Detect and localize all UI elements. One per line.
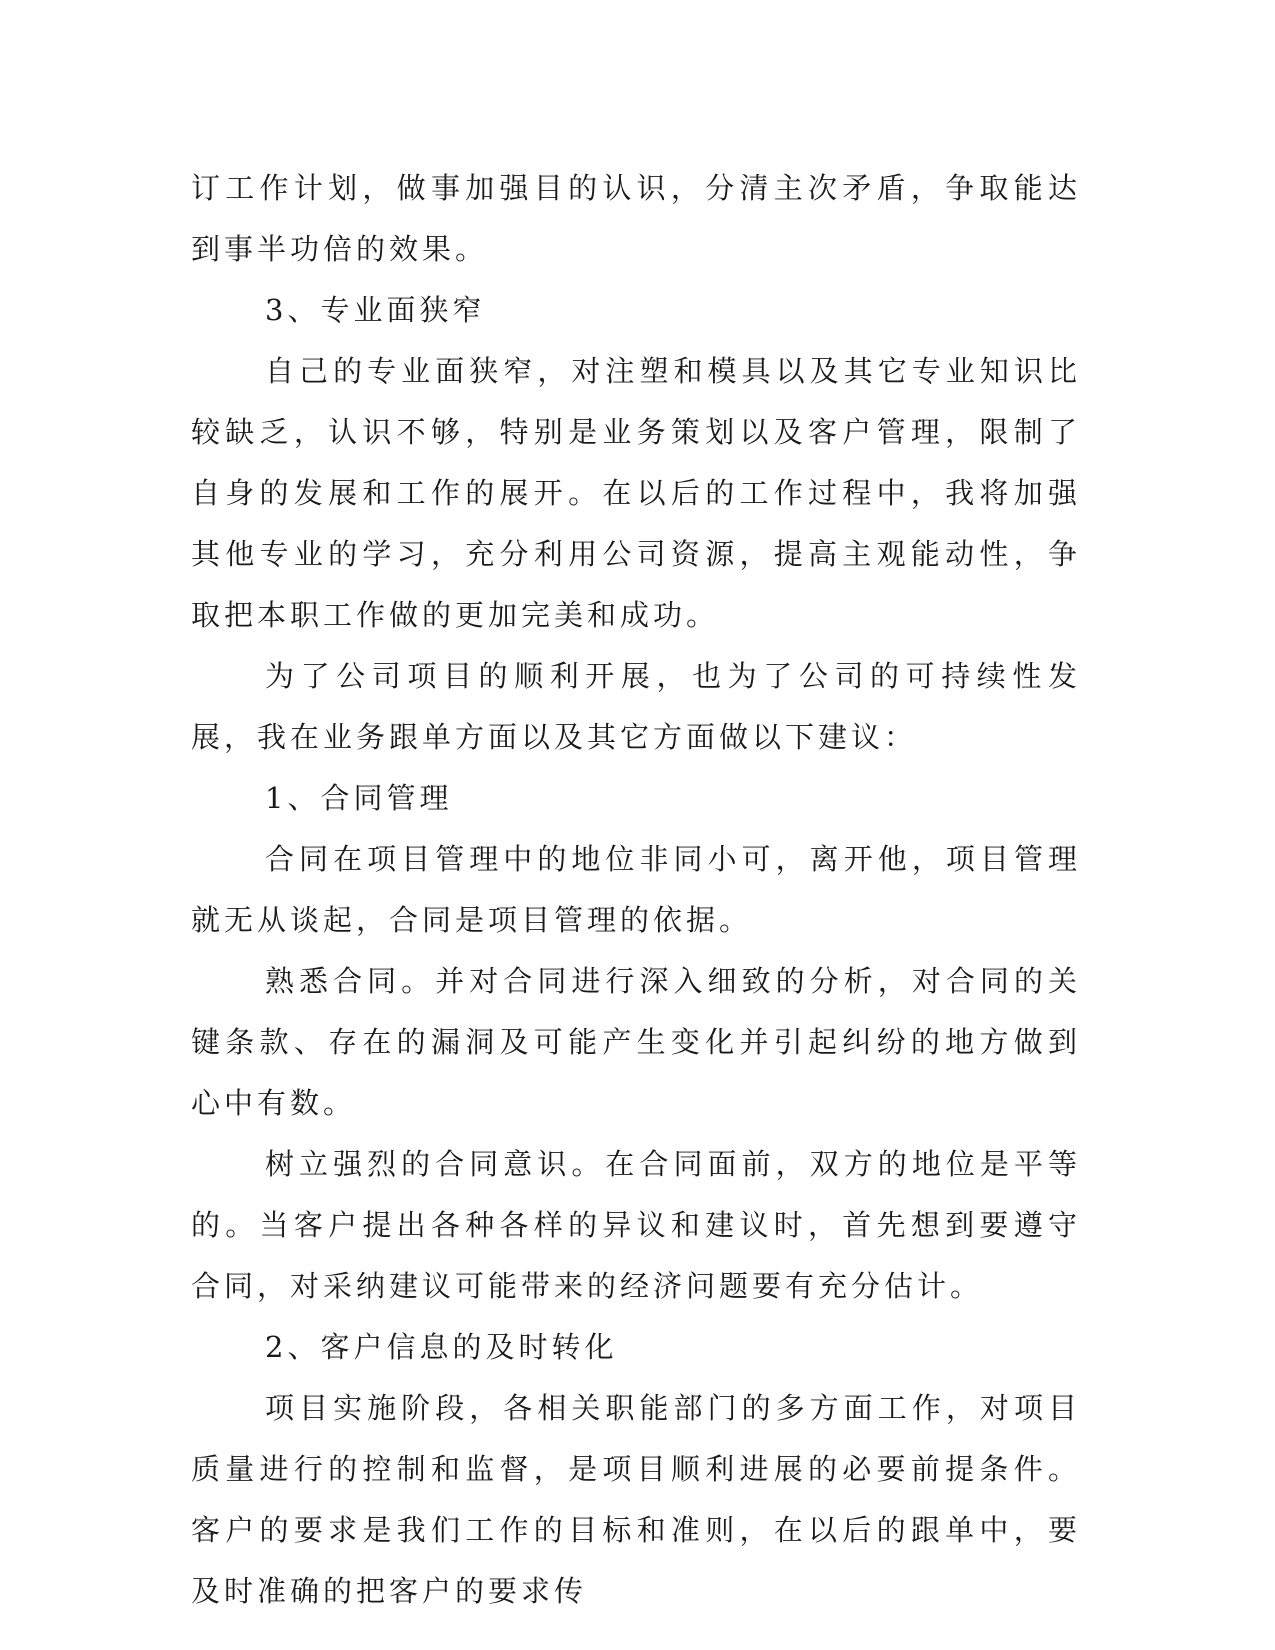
paragraph-know-contract: 熟悉合同。并对合同进行深入细致的分析，对合同的关键条款、存在的漏洞及可能产生变化并引起纠纷的地方做到心中有数。 [191,964,1081,1120]
paragraph-customer-info: 项目实施阶段，各相关职能部门的多方面工作，对项目质量进行的控制和监督，是项目顺利进展的必要前提条件。客户的要求是我们工作的目标和准则，在以后的跟单中，要及时准确的把客户的要求传 [191,1391,1081,1608]
document-body [191,158,1081,1622]
paragraph-suggestions-intro: 为了公司项目的顺利开展，也为了公司的可持续性发展，我在业务跟单方面以及其它方面做以下建议： [191,659,1081,754]
paragraph-narrow-expertise: 自己的专业面狭窄，对注塑和模具以及其它专业知识比较缺乏，认识不够，特别是业务策划以及客户管理，限制了自身的发展和工作的展开。在以后的工作过程中，我将加强其他专业的学习，充分利用公司资源，提高主观能动性，争取把本职工作做的更加完美和成功。 [191,354,1081,632]
section-heading-1: 1、合同管理 [265,781,453,815]
section-heading-3: 3、专业面狭窄 [265,293,486,327]
paragraph-contract-importance: 合同在项目管理中的地位非同小可，离开他，项目管理就无从谈起，合同是项目管理的依据。 [191,842,1081,937]
paragraph-continuation: 订工作计划，做事加强目的认识，分清主次矛盾，争取能达到事半功倍的效果。 [191,171,1081,266]
paragraph-contract-awareness: 树立强烈的合同意识。在合同面前，双方的地位是平等的。当客户提出各种各样的异议和建议时，首先想到要遵守合同，对采纳建议可能带来的经济问题要有充分估计。 [191,1147,1081,1303]
section-heading-2: 2、客户信息的及时转化 [265,1330,618,1364]
